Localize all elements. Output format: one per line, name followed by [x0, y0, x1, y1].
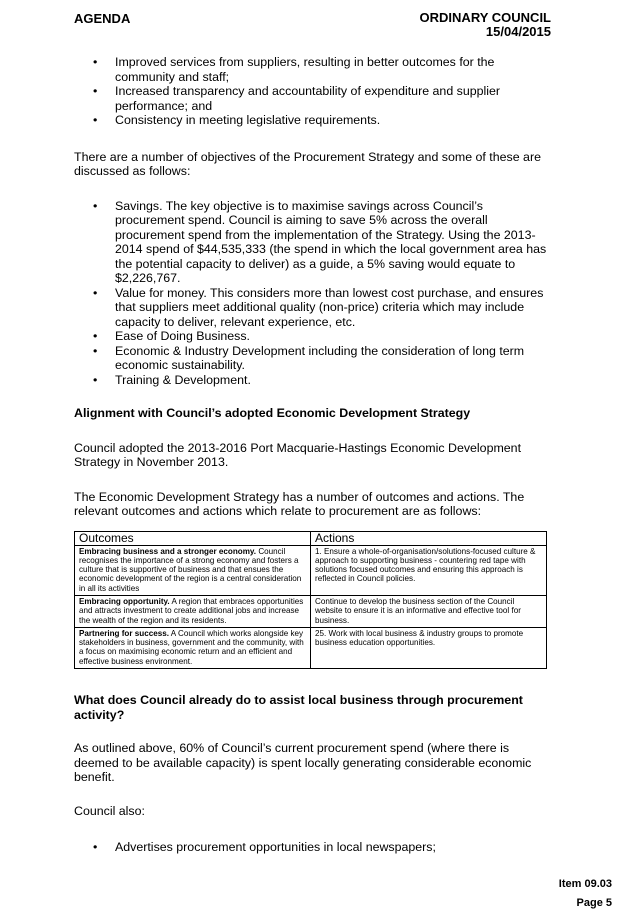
outcome-cell [75, 545, 311, 595]
table-row [75, 595, 547, 627]
action-cell: 1. Ensure a whole-of-organisation/solutions-focused culture & approach to supporting business - countering red tape with solutions focused outcomes and ensuring this approach is reflected in Council policies. [311, 545, 547, 595]
section-heading-alignment: Alignment with Council’s adopted Economic Development Strategy [74, 406, 471, 420]
column-header-actions: Actions [311, 531, 547, 545]
table-row [75, 627, 547, 668]
list-item: • Training & Development. [74, 373, 551, 388]
section-heading-local-business: What does Council already do to assist local business through procurement activity? [74, 693, 523, 722]
table-row [75, 545, 547, 595]
outcome-text: A Council which works alongside key stakeholders in business, government and the community, with a focus on maximising economic return and an efficient and effective business environment. [79, 628, 304, 666]
outcome-title: Partnering for success. [79, 628, 169, 638]
column-header-outcomes: Outcomes [75, 531, 311, 545]
bottom-bullet-list [74, 840, 551, 855]
list-item: • Savings. The key objective is to maximise savings across Council’s procurement spend. Council is aiming to save 5% across the overall procurement spend from the implementation of the Strategy. Using the 2013-2014 spend of $44,535,333 (the spend in which the local government area has the potential capacity to deliver) as a guide, a 5% saving would equate to $2,226,767. [74, 199, 551, 286]
list-item: • Improved services from suppliers, resulting in better outcomes for the community and staff; [74, 55, 551, 84]
page-number: Page 5 [576, 897, 612, 909]
outcome-cell [75, 595, 311, 627]
outcome-title: Embracing opportunity. [79, 596, 170, 606]
document-body [74, 55, 551, 855]
list-item: • Advertises procurement opportunities in local newspapers; [74, 840, 551, 855]
table-header-row [75, 531, 547, 545]
list-item: • Economic & Industry Development including the consideration of long term economic sustainability. [74, 344, 551, 373]
list-item: • Increased transparency and accountability of expenditure and supplier performance; and [74, 84, 551, 113]
objectives-intro: There are a number of objectives of the Procurement Strategy and some of these are discussed as follows: [74, 149, 541, 178]
meeting-date: 15/04/2015 [485, 24, 551, 39]
list-item: • Value for money. This considers more than lowest cost purchase, and ensures that suppliers meet additional quality (non-price) criteria which may include capacity to deliver, relevant experience, etc. [74, 286, 551, 330]
paragraph: The Economic Development Strategy has a number of outcomes and actions. The relevant outcomes and actions which relate to procurement are as follows: [74, 489, 525, 518]
action-cell: Continue to develop the business section of the Council website to ensure it is an informative and effective tool for business. [311, 595, 547, 627]
list-item: • Ease of Doing Business. [74, 329, 551, 344]
top-bullet-list [74, 55, 551, 128]
outcome-text: A region that embraces opportunities and attracts investment to create additional jobs and increase the wealth of the region and its residents. [79, 596, 304, 625]
paragraph: Council also: [74, 803, 145, 818]
list-item: • Consistency in meeting legislative requirements. [74, 113, 551, 128]
agenda-label: AGENDA [74, 11, 131, 26]
objectives-list [74, 199, 551, 388]
paragraph: As outlined above, 60% of Council’s current procurement spend (where there is deemed to be available capacity) is spent locally generating considerable economic benefit. [74, 741, 532, 785]
paragraph: Council adopted the 2013-2016 Port Macquarie-Hastings Economic Development Strategy in November 2013. [74, 440, 522, 469]
meeting-header [420, 11, 551, 39]
outcomes-actions-table [74, 531, 547, 670]
meeting-title: ORDINARY COUNCIL [419, 10, 551, 25]
outcome-title: Embracing business and a stronger economy. [79, 546, 257, 556]
action-cell: 25. Work with local business & industry groups to promote business education opportunities. [311, 627, 547, 668]
page-footer [559, 875, 612, 913]
outcome-cell [75, 627, 311, 668]
item-number: Item 09.03 [558, 878, 612, 890]
outcome-text: Council recognises the importance of a strong economy and fosters a culture that is supportive of business and that ensues the economic development of the region is a central consideration in all its activities [79, 546, 302, 593]
